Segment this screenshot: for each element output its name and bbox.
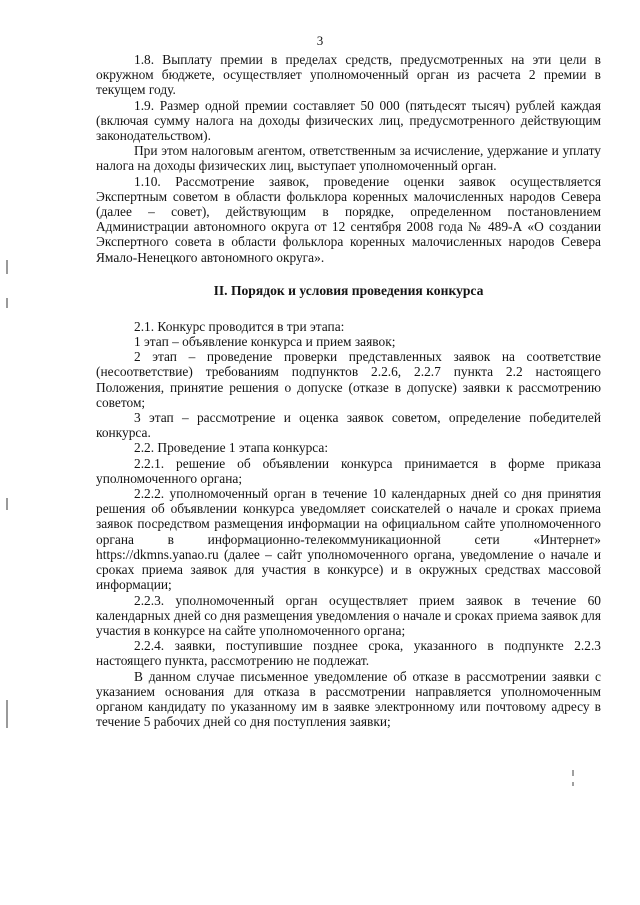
paragraph-stage-2: 2 этап – проведение проверки представленных заявок на соответствие (несоответствие) требованиям подпунктов 2.2.6, 2.2.7 пункта 2.2 настоящего Положения, принятие решения о допуске (отказе в допуске) заявки к рассмотрению советом; [96, 349, 601, 410]
paragraph-2-1: 2.1. Конкурс проводится в три этапа: [134, 318, 345, 334]
paragraph-2-2-3: 2.2.3. уполномоченный орган осуществляет прием заявок в течение 60 календарных дней со дня размещения уведомления о начале и сроках приема заявок для участия в конкурсе на сайте уполномоченного органа; [96, 592, 601, 638]
document-body [96, 52, 601, 729]
paragraph-2-2-2: 2.2.2. уполномоченный орган в течение 10 календарных дней со дня принятия решения об объявлении конкурса уведомляет соискателей о начале и сроках приема заявок посредством размещения информации на официальном сайте уполномоченного органа в информационно-телекоммуникационной сети «Интернет» https://dkmns.yanao.ru (далее – сайт уполномоченного органа, уведомление о начале и сроках приема заявок для участия в конкурсе) и в окружных средствах массовой информации; [96, 486, 601, 593]
paragraph-1-9: 1.9. Размер одной премии составляет 50 000 (пятьдесят тысяч) рублей каждая (включая сумму налога на доходы физических лиц, предусмотренного действующим законодательством). [96, 97, 601, 144]
page-number: 3 [316, 33, 324, 48]
scan-mark [6, 498, 8, 510]
paragraph-2-2-1: 2.2.1. решение об объявлении конкурса принимается в форме приказа уполномоченного органа; [96, 455, 601, 486]
paragraph-stage-3: 3 этап – рассмотрение и оценка заявок советом, определение победителей конкурса. [96, 410, 601, 441]
paragraph-1-10: 1.10. Рассмотрение заявок, проведение оценки заявок осуществляется Экспертным советом в области фольклора коренных малочисленных народов Севера (далее – совет), действующим в порядке, определенном постановлением Администрации автономного округа от 12 сентября 2008 года № 489-А «О создании Экспертного совета в области фольклора коренных малочисленных народов Севера Ямало-Ненецкого автономного округа». [96, 173, 601, 265]
scan-speck [572, 770, 574, 776]
scan-mark [6, 260, 8, 274]
paragraph-2-2-4: 2.2.4. заявки, поступившие позднее срока, указанного в подпункте 2.2.3 настоящего пункта, рассмотрению не подлежат. [96, 638, 601, 669]
paragraph-refusal-notice: В данном случае письменное уведомление об отказе в рассмотрении заявки с указанием основания для отказа в рассмотрении направляется уполномоченным органом кандидату по указанному им в заявке электронному или почтовому адресу в течение 5 рабочих дней со дня поступления заявки; [96, 668, 601, 730]
paragraph-tax-agent: При этом налоговым агентом, ответственным за исчисление, удержание и уплату налога на доходы физических лиц, выступает уполномоченный орган. [96, 143, 601, 174]
scan-speck [572, 782, 574, 786]
section-heading: II. Порядок и условия проведения конкурса [213, 282, 484, 298]
paragraph-2-2: 2.2. Проведение 1 этапа конкурса: [134, 440, 329, 456]
paragraph-1-8: 1.8. Выплату премии в пределах средств, предусмотренных на эти цели в окружном бюджете, осуществляет уполномоченный орган из расчета 2 премии в текущем году. [96, 52, 601, 98]
scan-mark [6, 298, 8, 308]
scan-mark [6, 700, 8, 728]
paragraph-stage-1: 1 этап – объявление конкурса и прием заявок; [134, 334, 396, 350]
scan-margin-marks [6, 0, 10, 905]
